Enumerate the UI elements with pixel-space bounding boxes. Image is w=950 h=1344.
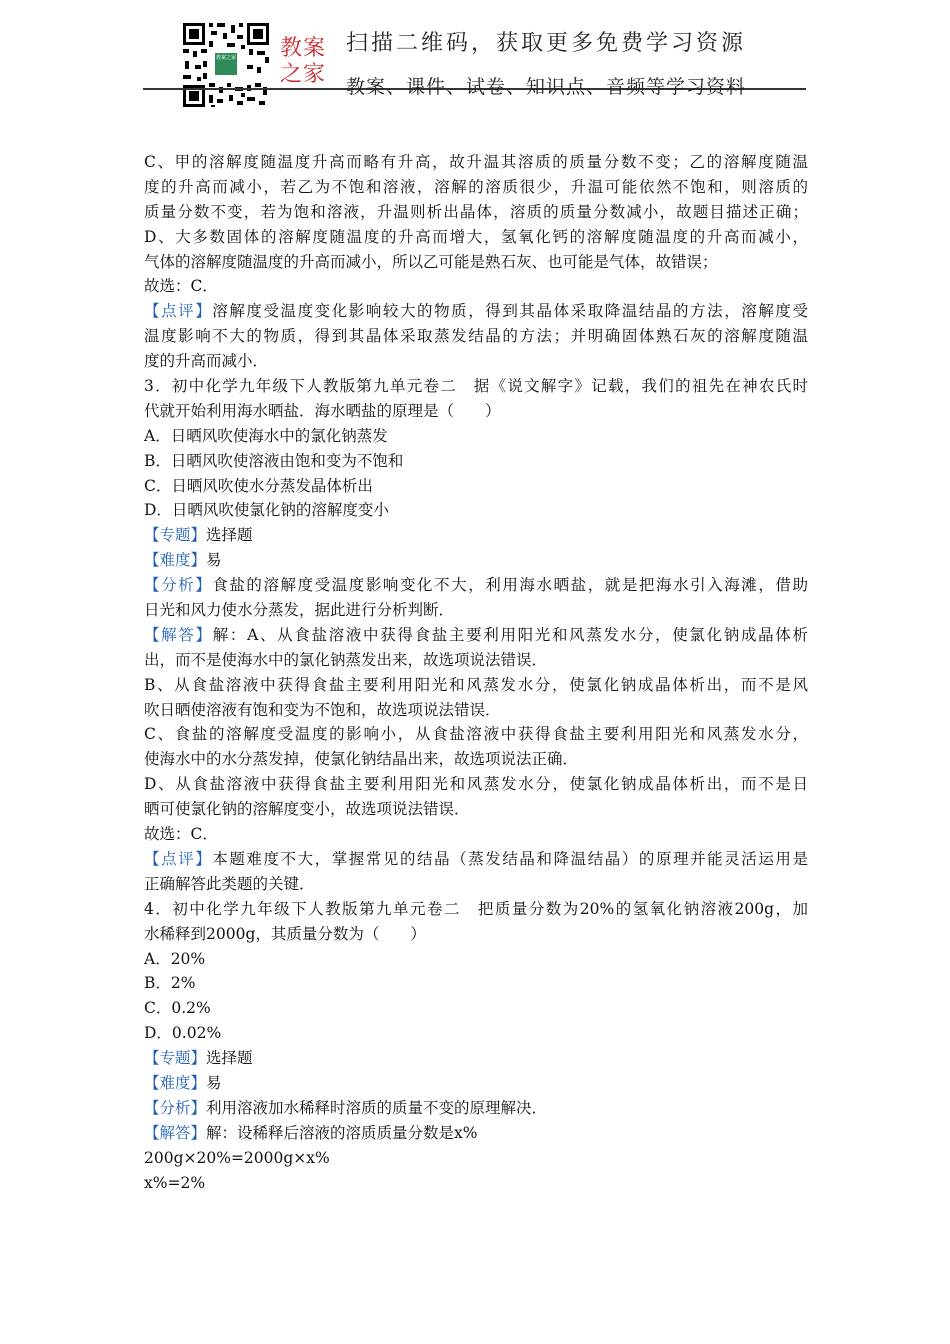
section-tag: 【分析】 — [144, 576, 213, 595]
text-line — [144, 250, 808, 275]
text-line — [144, 474, 808, 499]
text-line — [144, 299, 808, 324]
line-text: 故选：C． — [144, 825, 218, 844]
text-line — [144, 598, 808, 623]
text-line — [144, 523, 808, 548]
text-line — [144, 922, 808, 947]
line-text: 解：设稀释后溶液的溶质质量分数是x% — [206, 1123, 478, 1142]
text-line — [144, 1096, 808, 1121]
line-text: x%=2% — [144, 1173, 206, 1192]
line-text: 质量分数不变，若为饱和溶液，升温则析出晶体，溶质的质量分数减小，故题目描述正确； — [144, 202, 808, 221]
header-slogan-bottom: 教案、课件、试卷、知识点、音频等学习资料 — [346, 76, 747, 98]
line-text: 气体的溶解度随温度的升高而减小，所以乙可能是熟石灰、也可能是气体，故错误； — [144, 252, 718, 271]
text-line — [144, 449, 808, 474]
text-line — [144, 847, 808, 872]
text-line — [144, 573, 808, 598]
text-line — [144, 274, 808, 299]
qr-center-label: 教案之家 — [215, 55, 236, 61]
line-text: 使海水中的水分蒸发掉，使氯化钠结晶出来，故选项说法正确． — [144, 750, 579, 769]
text-line — [144, 349, 808, 374]
text-line — [144, 872, 808, 897]
text-line — [144, 822, 808, 847]
text-line — [144, 1046, 808, 1071]
text-line — [144, 200, 808, 225]
line-text: 3．初中化学九年级下人教版第九单元卷二 据《说文解字》记载，我们的祖先在神农氏时 — [144, 377, 808, 396]
line-text: 度的升高而减小． — [144, 352, 269, 371]
line-text: 温度影响不大的物质，得到其晶体采取蒸发结晶的方法；并明确固体熟石灰的溶解度随温 — [144, 327, 808, 346]
text-line — [144, 897, 808, 922]
line-text: C．0.2% — [144, 999, 211, 1018]
line-text: 水稀释到2000g，其质量分数为（ ） — [144, 924, 426, 943]
line-text: 200g×20%=2000g×x% — [144, 1148, 330, 1167]
text-line — [144, 1071, 808, 1096]
line-text: 解：A、从食盐溶液中获得食盐主要利用阳光和风蒸发水分，使氯化钠成晶体析 — [212, 625, 808, 644]
text-line — [144, 424, 808, 449]
line-text: C．日晒风吹使水分蒸发晶体析出 — [144, 476, 373, 495]
brand-line2: 之家 — [280, 62, 327, 87]
text-line — [144, 698, 808, 723]
text-line — [144, 772, 808, 797]
section-tag: 【解答】 — [144, 1123, 207, 1142]
line-text: 4．初中化学九年级下人教版第九单元卷二 把质量分数为20%的氢氧化钠溶液200g，加 — [144, 899, 808, 918]
line-text: 易 — [206, 551, 222, 570]
text-line — [144, 996, 808, 1021]
line-text: B．日晒风吹使溶液由饱和变为不饱和 — [144, 451, 404, 470]
text-line — [144, 225, 808, 250]
section-tag: 【专题】 — [144, 1049, 207, 1068]
text-line — [144, 399, 808, 424]
line-text: C、食盐的溶解度受温度的影响小，从食盐溶液中获得食盐主要利用阳光和风蒸发水分， — [144, 725, 808, 744]
line-text: B．2% — [144, 974, 196, 993]
line-text: 易 — [206, 1073, 222, 1092]
line-text: 选择题 — [206, 1049, 253, 1068]
brand-logo — [280, 36, 340, 88]
line-text: 日光和风力使水分蒸发，据此进行分析判断． — [144, 601, 455, 620]
text-line — [144, 673, 808, 698]
line-text: 度的升高而减小，若乙为不饱和溶液，溶解的溶质很少，升温可能依然不饱和，则溶质的 — [144, 177, 808, 196]
line-text: 代就开始利用海水晒盐．海水晒盐的原理是（ ） — [144, 401, 501, 420]
section-tag: 【点评】 — [144, 302, 213, 321]
text-line — [144, 971, 808, 996]
text-line — [144, 1171, 808, 1196]
line-text: 本题难度不大，掌握常见的结晶（蒸发结晶和降温结晶）的原理并能灵活运用是 — [212, 849, 808, 868]
document-body — [144, 150, 808, 1195]
line-text: C、甲的溶解度随温度升高而略有升高，故升温其溶质的质量分数不变；乙的溶解度随温 — [144, 153, 808, 171]
line-text: 正确解答此类题的关键． — [144, 874, 315, 893]
text-line — [144, 797, 808, 822]
text-line — [144, 722, 808, 747]
text-line — [144, 947, 808, 972]
section-tag: 【解答】 — [144, 625, 213, 644]
line-text: 溶解度受温度变化影响较大的物质，得到其晶体采取降温结晶的方法，溶解度受 — [212, 302, 808, 321]
text-line — [144, 374, 808, 399]
qr-code-icon — [181, 21, 271, 109]
line-text: 故选：C． — [144, 277, 218, 296]
section-tag: 【分析】 — [144, 1098, 207, 1117]
text-line — [144, 1121, 808, 1146]
line-text: A．20% — [144, 949, 206, 968]
line-text: 晒可使氯化钠的溶解度变小，故选项说法错误． — [144, 800, 470, 819]
text-line — [144, 498, 808, 523]
line-text: 吹日晒使溶液有饱和变为不饱和，故选项说法错误． — [144, 700, 501, 719]
line-text: D．0.02% — [144, 1024, 222, 1043]
section-tag: 【难度】 — [144, 1073, 207, 1092]
text-line — [144, 1021, 808, 1046]
section-tag: 【点评】 — [144, 849, 213, 868]
text-line — [144, 623, 808, 648]
line-text: 利用溶液加水稀释时溶质的质量不变的原理解决． — [206, 1098, 548, 1117]
section-tag: 【难度】 — [144, 551, 207, 570]
text-line — [144, 548, 808, 573]
section-tag: 【专题】 — [144, 526, 207, 545]
text-line — [144, 1146, 808, 1171]
text-line — [144, 324, 808, 349]
brand-line1: 教案 — [280, 36, 327, 61]
line-text: D、大多数固体的溶解度随温度的升高而增大，氢氧化钙的溶解度随温度的升高而减小， — [144, 227, 808, 246]
line-text: 食盐的溶解度受温度影响变化不大，利用海水晒盐，就是把海水引入海滩，借助 — [212, 576, 808, 595]
text-line — [144, 747, 808, 772]
line-text: 选择题 — [206, 526, 253, 545]
page-header — [0, 0, 950, 120]
text-line — [144, 175, 808, 200]
text-line — [144, 648, 808, 673]
line-text: B、从食盐溶液中获得食盐主要利用阳光和风蒸发水分，使氯化钠成晶体析出，而不是风 — [144, 675, 808, 694]
header-slogan-top: 扫描二维码，获取更多免费学习资源 — [346, 31, 747, 56]
text-line — [144, 150, 808, 175]
line-text: D、从食盐溶液中获得食盐主要利用阳光和风蒸发水分，使氯化钠成晶体析出，而不是日 — [144, 775, 808, 794]
line-text: 出，而不是使海水中的氯化钠蒸发出来，故选项说法错误． — [144, 650, 548, 669]
line-text: A．日晒风吹使海水中的氯化钠蒸发 — [144, 426, 388, 445]
line-text: D．日晒风吹使氯化钠的溶解度变小 — [144, 501, 389, 520]
